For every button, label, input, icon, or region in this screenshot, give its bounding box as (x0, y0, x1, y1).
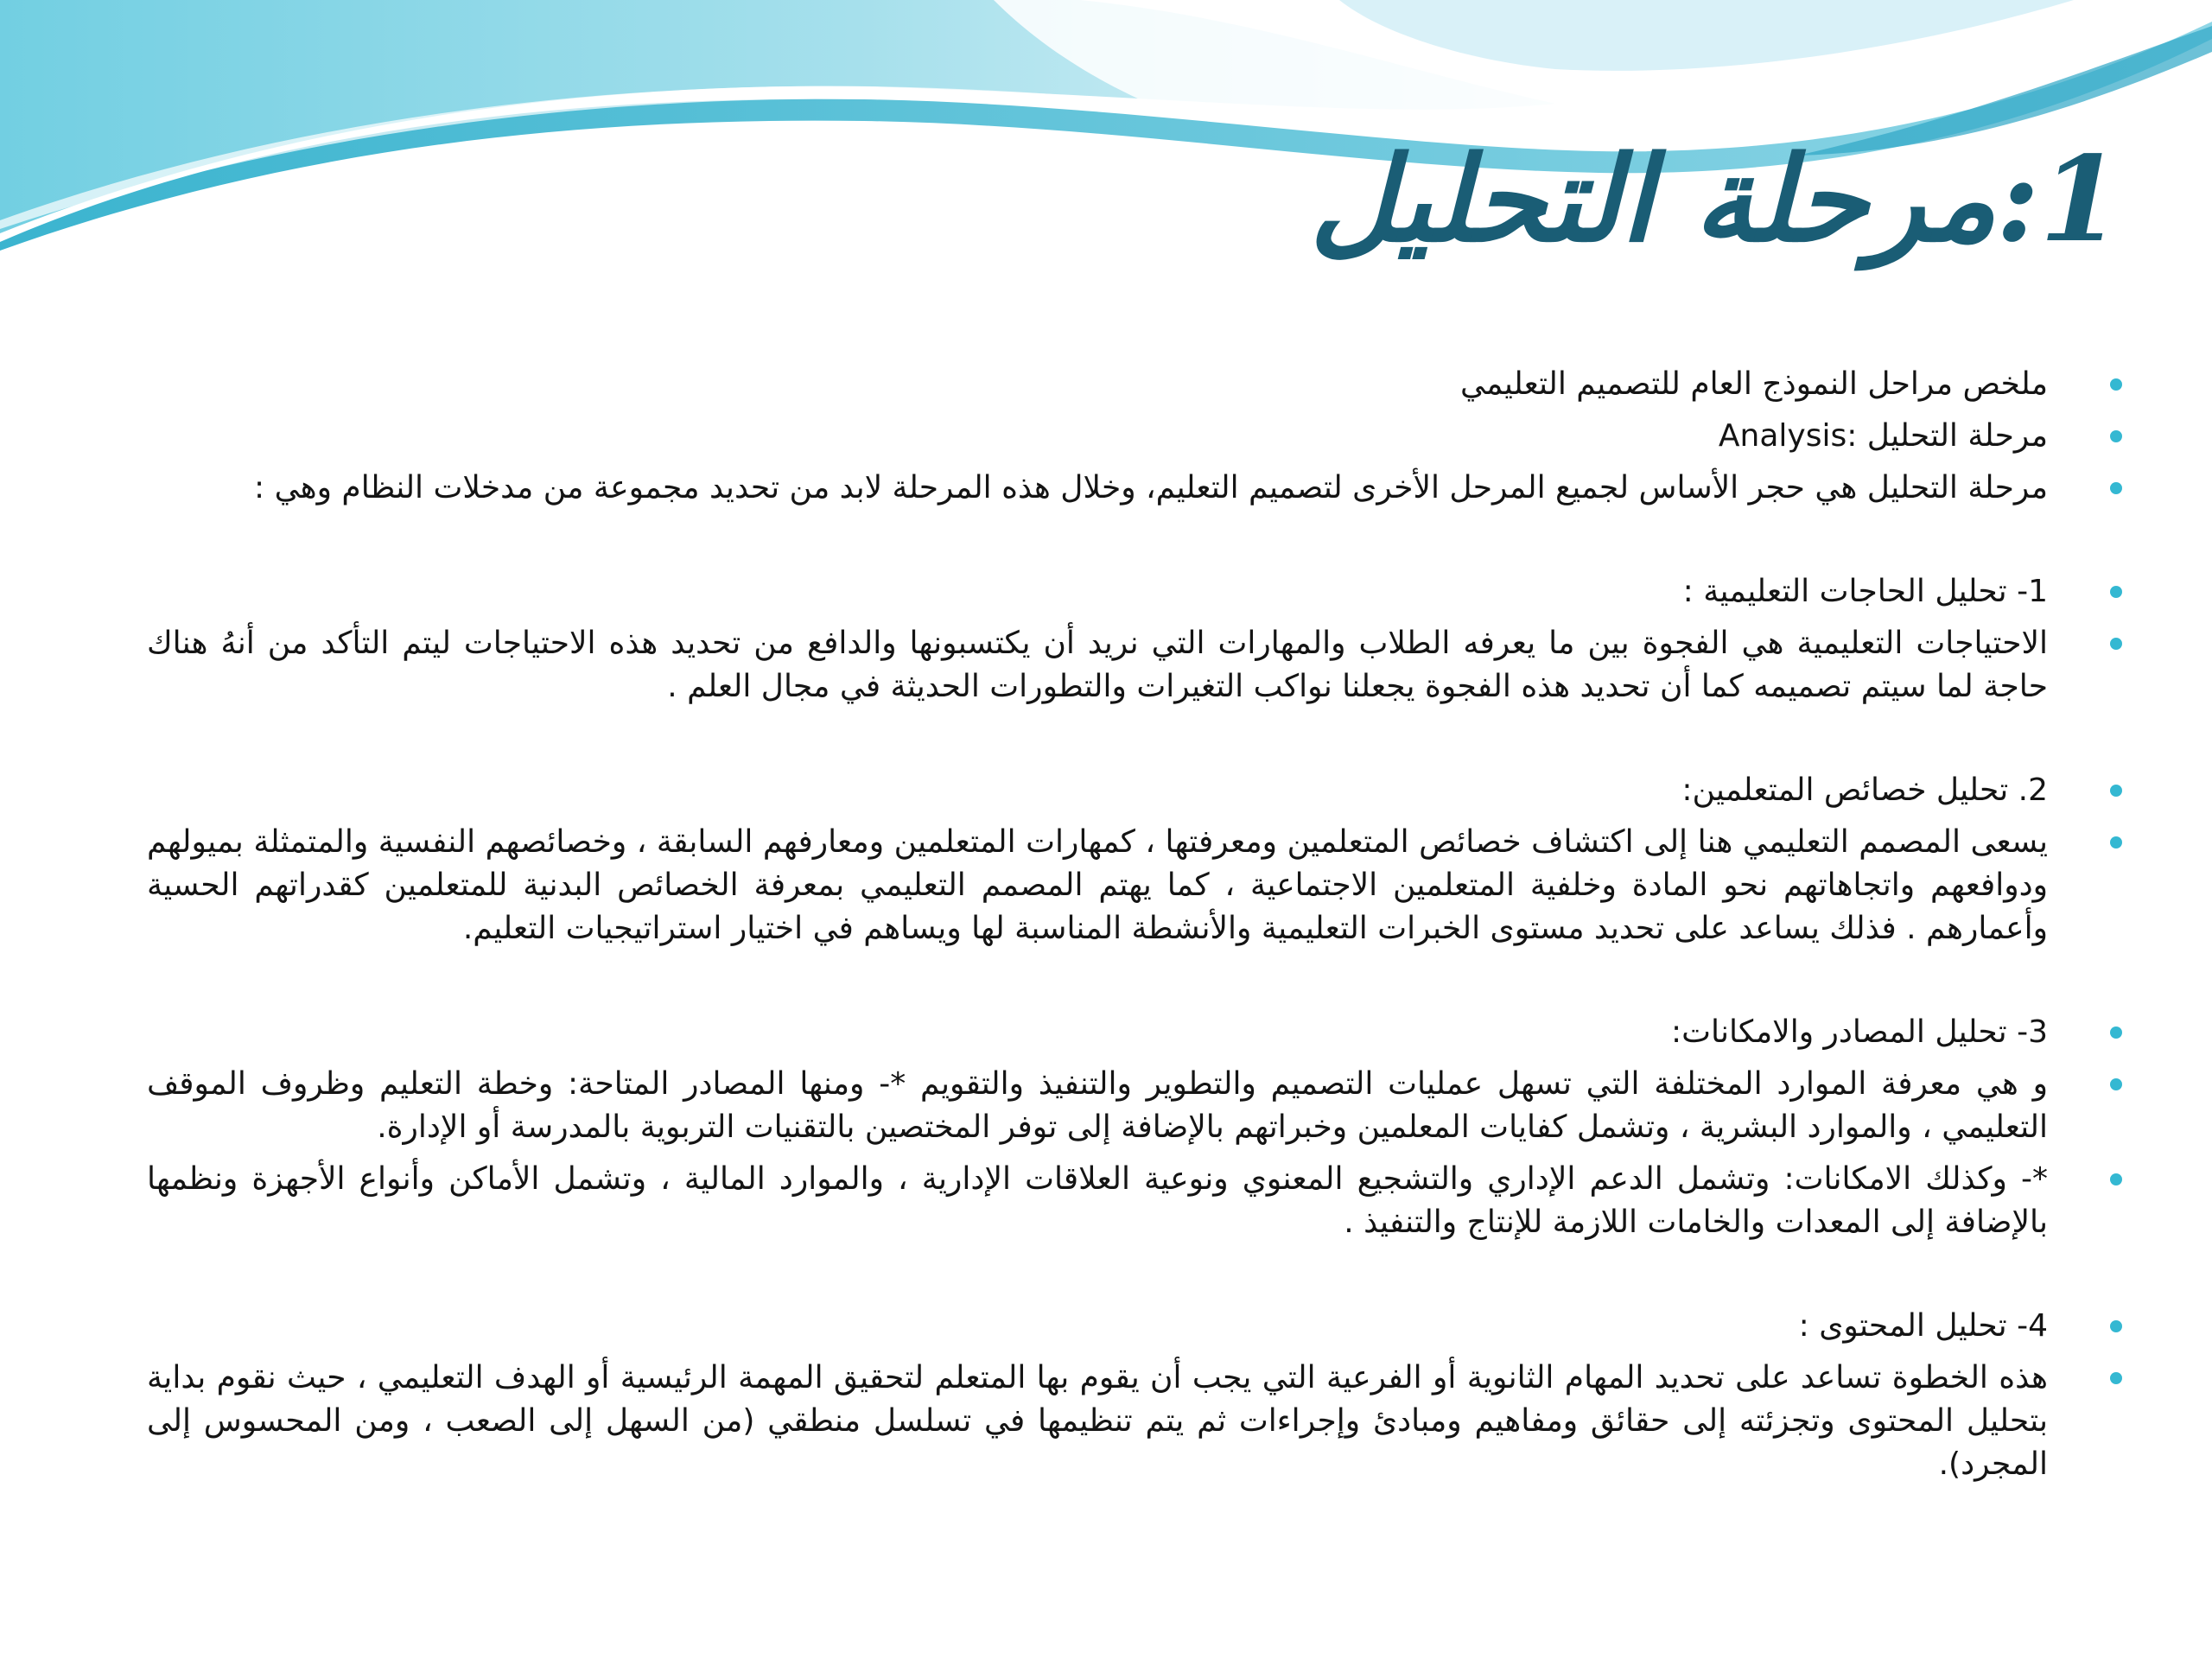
bullet-dot-icon (2110, 638, 2122, 650)
bullet-dot-icon (2110, 1372, 2122, 1384)
bullet-dot-icon (2110, 1078, 2122, 1090)
bullet-dot-icon (2110, 1173, 2122, 1185)
list-item: هذه الخطوة تساعد على تحديد المهام الثانوية أو الفرعية التي يجب أن يقوم بها المتعلم لتحقيق المهمة الرئيسية أو الهدف التعليمي ، حيث نقوم بداية بتحليل المحتوى وتجزئته إلى حقائق ومفاهيم ومبادئ وإجراءات ثم يتم تنظيمها في تسلسل منطقي (من السهل إلى الصعب ، ومن المحسوس إلى المجرد). (147, 1357, 2048, 1486)
bullet-dot-icon (2110, 482, 2122, 494)
list-item: يسعى المصمم التعليمي هنا إلى اكتشاف خصائص المتعلمين ومعرفتها ، كمهارات المتعلمين ومعارفهم السابقة ، وخصائصهم النفسية والمتمثلة بميولهم ودوافعهم واتجاهاتهم نحو المادة وخلفية المتعلمين الاجتماعية ، كما يهتم المصمم التعليمي بمعرفة الخصائص البدنية للمتعلمين كقدراتهم الحسية وأعمارهم . فذلك يساعد على تحديد مستوى الخبرات التعليمية والأنشطة المناسبة لها ويساهم في اختيار استراتيجيات التعليم. (147, 821, 2048, 950)
list-item: و هي معرفة الموارد المختلفة التي تسهل عمليات التصميم والتطوير والتنفيذ والتقويم *- ومنها المصادر المتاحة: وخطة التعليم وظروف الموقف التعليمي ، والموارد البشرية ، وتشمل كفايات المعلمين وخبراتهم بالإضافة إلى توفر المختصين بالتقنيات التربوية بالمدرسة أو الإدارة. (147, 1063, 2048, 1149)
bullet-dot-icon (2110, 586, 2122, 598)
section-heading-resources: 3- تحليل المصادر والامكانات: (147, 1011, 2048, 1054)
section-heading-needs: 1- تحليل الحاجات التعليمية : (147, 570, 2048, 613)
bullet-list (147, 363, 2048, 1495)
list-item: مرحلة التحليل :Analysis (147, 415, 2048, 458)
list-item: الاحتياجات التعليمية هي الفجوة بين ما يعرفه الطلاب والمهارات التي نريد أن يكتسبونها والدافع من تحديد هذه الاحتياجات ليتم التأكد من أنهُ هناك حاجة لما سيتم تصميمه كما أن تحديد هذه الفجوة يجعلنا نواكب التغيرات والتطورات الحديثة في مجال العلم . (147, 622, 2048, 709)
bullet-dot-icon (2110, 1027, 2122, 1039)
slide-title: 1:مرحلة التحليل (1309, 130, 2121, 269)
bullet-dot-icon (2110, 1320, 2122, 1332)
list-item: *- وكذلك الامكانات: وتشمل الدعم الإداري والتشجيع المعنوي ونوعية العلاقات الإدارية ، والموارد المالية ، وتشمل الأماكن وأنواع الأجهزة ونظمها بالإضافة إلى المعدات والخامات اللازمة للإنتاج والتنفيذ . (147, 1158, 2048, 1244)
section-heading-learners: 2. تحليل خصائص المتعلمين: (147, 769, 2048, 812)
bullet-dot-icon (2110, 378, 2122, 391)
list-item: مرحلة التحليل هي حجر الأساس لجميع المرحل الأخرى لتصميم التعليم، وخلال هذه المرحلة لابد من تحديد مجموعة من مدخلات النظام وهي : (147, 467, 2048, 510)
bullet-dot-icon (2110, 430, 2122, 442)
list-item: ملخص مراحل النموذج العام للتصميم التعليمي (147, 363, 2048, 406)
section-heading-content: 4- تحليل المحتوى : (147, 1305, 2048, 1348)
bullet-dot-icon (2110, 785, 2122, 797)
bullet-dot-icon (2110, 836, 2122, 849)
